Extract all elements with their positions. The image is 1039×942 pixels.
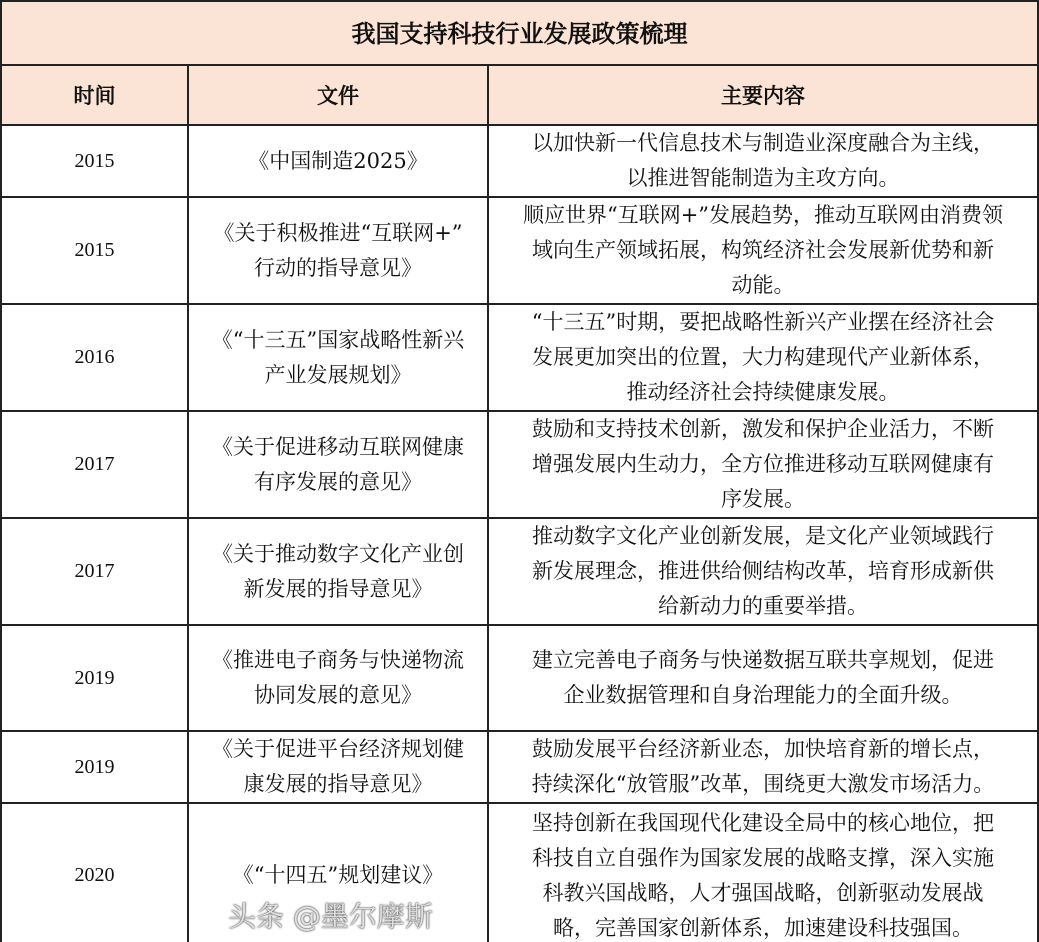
text-line: 以加快新一代信息技术与制造业深度融合为主线， [532, 131, 994, 155]
text-line: 域向生产领域拓展，构筑经济社会发展新优势和新 [532, 238, 994, 262]
year-cell: 2015 [1, 125, 188, 197]
year-cell: 2017 [1, 411, 188, 518]
table-row [1, 304, 1038, 411]
table-title: 我国支持科技行业发展政策梳理 [1, 1, 1038, 65]
text-line: 《关于积极推进“互联网+” [213, 220, 463, 245]
table-row [1, 731, 1038, 803]
document-cell [188, 304, 488, 411]
text-line: 建立完善电子商务与快递数据互联共享规划，促进 [532, 648, 994, 672]
text-line: 推动经济社会持续健康发展。 [626, 380, 900, 404]
content-cell [488, 125, 1038, 197]
year-cell: 2017 [1, 518, 188, 625]
table-row [1, 125, 1038, 197]
text-line: 动能。 [731, 273, 795, 297]
text-line: 新发展理念，推进供给侧结构改革，培育形成新供 [532, 559, 994, 583]
text-line: “十三五”时期，要把战略性新兴产业摆在经济社会 [531, 310, 995, 334]
text-line: 《中国制造2025》 [248, 148, 428, 173]
year-cell: 2020 [1, 803, 188, 942]
watermark: 头条 @墨尔摩斯 [228, 900, 433, 933]
text-line: 鼓励和支持技术创新，激发和保护企业活力，不断 [532, 417, 994, 441]
header-content: 主要内容 [488, 65, 1038, 125]
year-cell: 2016 [1, 304, 188, 411]
table-row [1, 518, 1038, 625]
text-line: 《“十三五”国家战略性新兴 [211, 327, 465, 352]
text-line: 行动的指导意见》 [254, 255, 422, 280]
text-line: 鼓励发展平台经济新业态，加快培育新的增长点， [532, 737, 994, 761]
content-cell [488, 803, 1038, 942]
text-line: 《关于促进移动互联网健康 [212, 434, 464, 459]
text-line: 企业数据管理和自身治理能力的全面升级。 [563, 683, 963, 707]
document-cell [188, 125, 488, 197]
text-line: 以推进智能制造为主攻方向。 [626, 166, 900, 190]
text-line: 新发展的指导意见》 [243, 576, 433, 601]
text-line: 给新动力的重要举措。 [658, 594, 868, 618]
text-line: 推动数字文化产业创新发展，是文化产业领域践行 [532, 524, 994, 548]
header-time: 时间 [1, 65, 188, 125]
content-cell [488, 304, 1038, 411]
text-line: 科教兴国战略，人才强国战略，创新驱动发展战 [542, 880, 984, 905]
content-cell [488, 518, 1038, 625]
text-line: 有序发展的意见》 [254, 469, 422, 494]
document-cell [188, 731, 488, 803]
text-line: 协同发展的意见》 [254, 683, 422, 707]
table-row [1, 197, 1038, 304]
text-line: 《“十四五”规划建议》 [232, 863, 444, 887]
table-row [1, 411, 1038, 518]
header-document: 文件 [188, 65, 488, 125]
year-cell: 2019 [1, 731, 188, 803]
content-cell [488, 411, 1038, 518]
text-line: 持续深化“放管服”改革，围绕更大激发市场活力。 [531, 772, 995, 796]
text-line: 坚持创新在我国现代化建设全局中的核心地位，把 [532, 810, 994, 835]
text-line: 增强发展内生动力，全方位推进移动互联网健康有 [532, 452, 994, 476]
content-cell [488, 731, 1038, 803]
table-row [1, 803, 1038, 942]
text-line: 序发展。 [721, 487, 805, 511]
text-line: 略，完善国家创新体系，加速建设科技强国。 [553, 915, 973, 940]
text-line: 顺应世界“互联网+”发展趋势，推动互联网由消费领 [522, 203, 1004, 227]
text-line: 产业发展规划》 [264, 362, 412, 387]
table-row [1, 625, 1038, 731]
text-line: 《关于促进平台经济规划健 [212, 737, 464, 761]
text-line: 《推进电子商务与快递物流 [212, 648, 464, 672]
content-cell [488, 625, 1038, 731]
text-line: 科技自立自强作为国家发展的战略支撑，深入实施 [532, 845, 994, 870]
text-line: 发展更加突出的位置，大力构建现代产业新体系， [532, 345, 994, 369]
content-cell [488, 197, 1038, 304]
year-cell: 2015 [1, 197, 188, 304]
document-cell [188, 625, 488, 731]
text-line: 《关于推动数字文化产业创 [212, 541, 464, 566]
document-cell [188, 197, 488, 304]
year-cell: 2019 [1, 625, 188, 731]
document-cell [188, 518, 488, 625]
text-line: 康发展的指导意见》 [243, 772, 433, 796]
document-cell [188, 411, 488, 518]
